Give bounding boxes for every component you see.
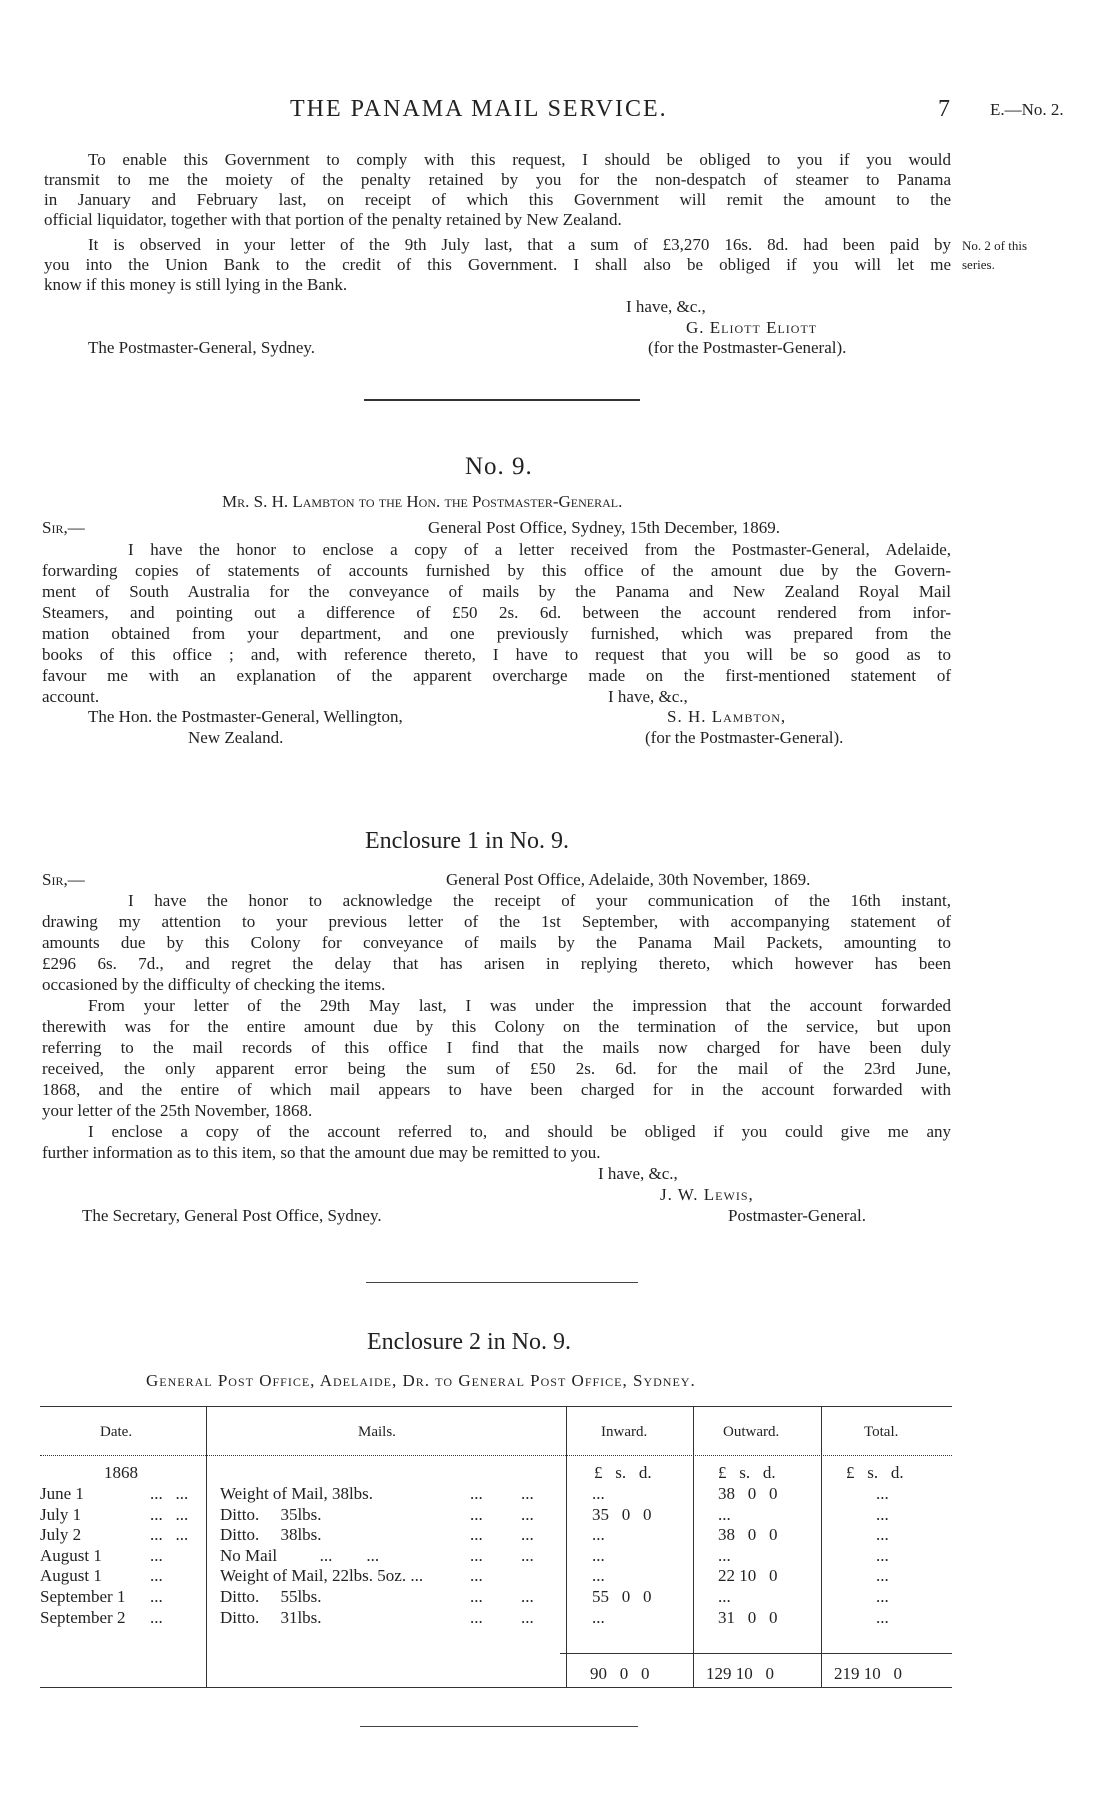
cell-total: ... [876, 1484, 889, 1503]
cell-mail: Ditto. 35lbs. [220, 1504, 322, 1524]
paragraph-line: forwarding copies of statements of accounts furnished by this office of the amount due by the Govern- [42, 561, 951, 580]
paragraph-line: It is observed in your letter of the 9th July last, that a sum of £3,270 16s. 8d. had been paid by [88, 235, 951, 254]
paragraph-line: I enclose a copy of the account referred to, and should be obliged if you could give me any [88, 1122, 951, 1141]
signature-role: (for the Postmaster-General). [648, 338, 847, 357]
signature-role: (for the Postmaster-General). [645, 728, 844, 747]
column-divider [821, 1406, 822, 1687]
year-label: 1868 [104, 1463, 138, 1482]
signature-role: Postmaster-General. [728, 1206, 866, 1225]
total-outward: 129 10 0 [706, 1664, 774, 1683]
cell-date: June 1 [40, 1484, 84, 1503]
cell-mail: Weight of Mail, 38lbs. [220, 1484, 374, 1503]
margin-note-line: No. 2 of this [962, 238, 1027, 253]
cell-inward: ... [592, 1607, 605, 1627]
cell-mail: No Mail ... ... [220, 1545, 380, 1565]
cell-leader-dots: ... ... [470, 1484, 534, 1503]
cell-leader-dots: ... [470, 1566, 483, 1586]
section-heading: Enclosure 2 in No. 9. [367, 1329, 571, 1355]
paragraph-line: drawing my attention to your previous letter of the 1st September, with accompanying statement of [42, 912, 951, 931]
cell-leader-dots: ... [150, 1545, 163, 1565]
column-header-mails: Mails. [358, 1424, 396, 1440]
paragraph-line: transmit to me the moiety of the penalty retained by you for the non-despatch of steamer to Panama [44, 170, 951, 189]
addressee: The Secretary, General Post Office, Sydney. [82, 1206, 382, 1225]
section-heading: Enclosure 1 in No. 9. [365, 828, 569, 854]
end-divider [360, 1726, 638, 1727]
place-date: General Post Office, Adelaide, 30th November, 1869. [446, 870, 811, 889]
paragraph-line: books of this office ; and, with reference thereto, I have to request that you will be so good as to [42, 645, 951, 664]
column-header-outward: Outward. [723, 1424, 780, 1440]
closing: I have, &c., [608, 687, 688, 706]
paragraph-line: From your letter of the 29th May last, I was under the impression that the account forwarded [88, 996, 951, 1015]
account-subheading: General Post Office, Adelaide, Dr. to General Post Office, Sydney. [146, 1371, 696, 1390]
paragraph-line: occasioned by the difficulty of checking the items. [42, 975, 386, 994]
cell-total: ... [876, 1525, 889, 1545]
cell-total: ... [876, 1504, 889, 1524]
section-heading: No. 9. [465, 453, 533, 480]
cell-inward: 55 0 0 [592, 1587, 652, 1606]
running-title: THE PANAMA MAIL SERVICE. [290, 96, 668, 122]
cell-mail: Weight of Mail, 22lbs. 5oz. ... [220, 1566, 424, 1586]
addressee: The Postmaster-General, Sydney. [88, 338, 316, 357]
cell-total: ... [876, 1587, 889, 1606]
signature: S. H. Lambton, [667, 707, 787, 726]
document-reference: E.—No. 2. [990, 100, 1064, 119]
paragraph-line: received, the only apparent error being the sum of £50 2s. 6d. for the mail of the 23rd June, [42, 1059, 951, 1078]
paragraph-line: amounts due by this Colony for conveyance of mails by the Panama Mail Packets, amounting to [42, 933, 951, 952]
cell-leader-dots: ... ... [470, 1607, 534, 1627]
cell-inward: ... [592, 1484, 605, 1503]
paragraph-line: account. [42, 687, 100, 706]
paragraph-line: Steamers, and pointing out a difference of £50 2s. 6d. between the account rendered from infor- [42, 603, 951, 622]
cell-leader-dots: ... ... [470, 1545, 534, 1565]
unit-header-total: £ s. d. [846, 1463, 904, 1482]
cell-outward: 38 0 0 [718, 1484, 778, 1503]
table-header-rule [40, 1455, 952, 1456]
paragraph-line: know if this money is still lying in the Bank. [44, 275, 348, 294]
unit-header-inward: £ s. d. [594, 1463, 652, 1482]
signature: G. Eliott Eliott [686, 318, 818, 337]
paragraph-line: To enable this Government to comply with this request, I should be obliged to you if you would [88, 150, 951, 169]
cell-inward: ... [592, 1545, 605, 1565]
place-date: General Post Office, Sydney, 15th December, 1869. [428, 518, 780, 537]
cell-outward: ... [718, 1545, 731, 1565]
total-inward: 90 0 0 [590, 1664, 650, 1683]
cell-inward: 35 0 0 [592, 1504, 652, 1524]
cell-outward: 31 0 0 [718, 1607, 778, 1627]
paragraph-line: in January and February last, on receipt of which this Government will remit the amount to the [44, 190, 951, 209]
cell-mail: Ditto. 55lbs. [220, 1587, 322, 1606]
cell-leader-dots: ... ... [470, 1525, 534, 1545]
paragraph-line: I have the honor to acknowledge the receipt of your communication of the 16th instant, [128, 891, 951, 910]
salutation: Sir,— [42, 870, 85, 889]
total-rule [560, 1653, 952, 1654]
column-divider [566, 1406, 567, 1687]
cell-date: August 1 [40, 1545, 102, 1565]
paragraph-line: referring to the mail records of this office I find that the mails now charged for have been duly [42, 1038, 951, 1057]
paragraph-line: your letter of the 25th November, 1868. [42, 1101, 313, 1120]
cell-date: September 1 [40, 1587, 126, 1606]
cell-mail: Ditto. 38lbs. [220, 1525, 322, 1545]
addressee: New Zealand. [188, 728, 284, 747]
cell-leader-dots: ... [150, 1587, 163, 1606]
cell-leader-dots: ... [150, 1607, 163, 1627]
from-to-line: Mr. S. H. Lambton to the Hon. the Postmaster-General. [222, 492, 623, 511]
cell-outward: ... [718, 1587, 731, 1606]
cell-leader-dots: ... ... [150, 1484, 189, 1503]
column-header-inward: Inward. [601, 1424, 648, 1440]
cell-total: ... [876, 1545, 889, 1565]
cell-date: July 1 [40, 1504, 82, 1524]
cell-total: ... [876, 1566, 889, 1586]
cell-leader-dots: ... ... [470, 1587, 534, 1606]
cell-outward: ... [718, 1504, 731, 1524]
salutation: Sir,— [42, 518, 85, 537]
paragraph-line: favour me with an explanation of the apparent overcharge made on the first-mentioned statement of [42, 666, 951, 685]
section-divider [364, 399, 640, 401]
total-grand: 219 10 0 [834, 1664, 902, 1683]
cell-outward: 38 0 0 [718, 1525, 778, 1545]
unit-header-outward: £ s. d. [718, 1463, 776, 1482]
margin-note-line: series. [962, 257, 995, 272]
cell-inward: ... [592, 1566, 605, 1586]
addressee: The Hon. the Postmaster-General, Wellington, [88, 707, 403, 726]
column-header-total: Total. [864, 1424, 899, 1440]
paragraph-line: further information as to this item, so that the amount due may be remitted to you. [42, 1143, 601, 1162]
cell-outward: 22 10 0 [718, 1566, 778, 1586]
cell-date: July 2 [40, 1525, 82, 1545]
paragraph-line: official liquidator, together with that portion of the penalty retained by New Zealand. [44, 210, 622, 229]
paragraph-line: 1868, and the entire of which mail appears to have been charged for in the account forwarded with [42, 1080, 951, 1099]
cell-leader-dots: ... ... [470, 1504, 534, 1524]
paragraph-line: I have the honor to enclose a copy of a letter received from the Postmaster-General, Adelaide, [128, 540, 951, 559]
closing: I have, &c., [598, 1164, 678, 1183]
paragraph-line: mation obtained from your department, and one previously furnished, which was prepared from the [42, 624, 951, 643]
margin-note [962, 236, 1062, 274]
closing: I have, &c., [626, 297, 706, 316]
cell-inward: ... [592, 1525, 605, 1545]
cell-leader-dots: ... [150, 1566, 163, 1586]
cell-leader-dots: ... ... [150, 1504, 189, 1524]
paragraph-line: you into the Union Bank to the credit of this Government. I shall also be obliged if you will let me [44, 255, 951, 274]
table-bottom-rule [40, 1687, 952, 1688]
table-top-rule [40, 1406, 952, 1407]
column-header-date: Date. [100, 1424, 133, 1440]
cell-date: September 2 [40, 1607, 126, 1627]
paragraph-line: therewith was for the entire amount due by this Colony on the termination of the service, but upon [42, 1017, 951, 1036]
cell-date: August 1 [40, 1566, 102, 1586]
page-number: 7 [938, 96, 950, 122]
column-divider [693, 1406, 694, 1687]
section-divider [366, 1282, 638, 1283]
cell-mail: Ditto. 31lbs. [220, 1607, 322, 1627]
column-divider [206, 1406, 207, 1687]
cell-leader-dots: ... ... [150, 1525, 189, 1545]
paragraph-line: £296 6s. 7d., and regret the delay that has arisen in replying thereto, which however has been [42, 954, 951, 973]
signature: J. W. Lewis, [660, 1185, 754, 1204]
cell-total: ... [876, 1607, 889, 1627]
paragraph-line: ment of South Australia for the conveyance of mails by the Panama and New Zealand Royal Mail [42, 582, 951, 601]
